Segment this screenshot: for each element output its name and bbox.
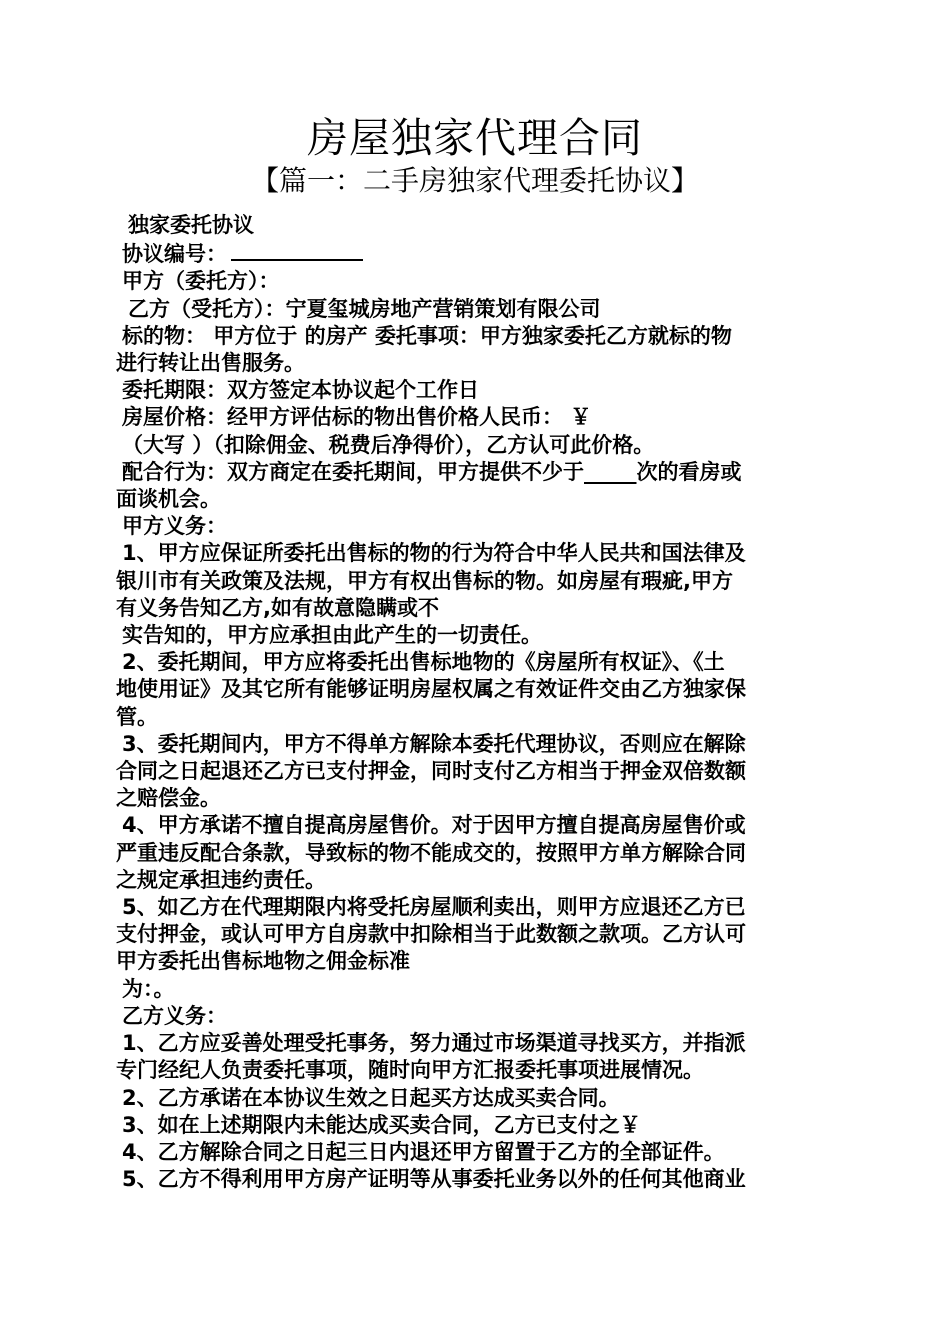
agreement-number-label: 协议编号：: [122, 242, 227, 267]
text-line: 2、委托期间，甲方应将委托出售标地物的《房屋所有权证》、《土: [122, 650, 725, 675]
text-line: 4、甲方承诺不擅自提高房屋售价。对于因甲方擅自提高房屋售价或: [122, 813, 746, 838]
text-line: 2、乙方承诺在本协议生效之日起买方达成买卖合同。: [122, 1085, 620, 1110]
document-subtitle: 【篇一：二手房独家代理委托协议】: [250, 164, 699, 197]
text-line: 之规定承担违约责任。: [116, 867, 326, 892]
text-line: 4、乙方解除合同之日起三日内退还甲方留置于乙方的全部证件。: [122, 1139, 725, 1164]
text-line: 合同之日起退还乙方已支付押金，同时支付乙方相当于押金双倍数额: [116, 759, 746, 784]
agreement-number-row: [116, 239, 836, 268]
text-line: 3、如在上述期限内未能达成买卖合同，乙方已支付之￥: [122, 1112, 641, 1137]
text-line: 进行转让出售服务。: [116, 351, 305, 376]
text-line: （大写 ）（扣除佣金、税费后净得价），乙方认可此价格。: [122, 432, 655, 457]
text-line: 有义务告知乙方,如有故意隐瞒或不: [116, 595, 439, 620]
text-line: 银川市有关政策及法规，甲方有权出售标的物。如房屋有瑕疵,甲方: [116, 568, 733, 593]
document-title: 房屋独家代理合同: [307, 114, 643, 162]
text-line: 为：。: [122, 976, 175, 1001]
text-line: 5、乙方不得利用甲方房产证明等从事委托业务以外的任何其他商业: [122, 1167, 746, 1192]
text-line: 标的物： 甲方位于 的房产 委托事项：甲方独家委托乙方就标的物: [122, 323, 732, 348]
text-line: 1、乙方应妥善处理受托事务，努力通过市场渠道寻找买方，并指派: [122, 1031, 746, 1056]
text-line: 管。: [116, 704, 158, 729]
document-body: [116, 212, 836, 1193]
section-heading: 乙方义务：: [122, 1003, 227, 1028]
text-line: 面谈机会。: [116, 487, 221, 512]
text-line: 3、委托期间内，甲方不得单方解除本委托代理协议，否则应在解除: [122, 731, 746, 756]
text-line: 配合行为：双方商定在委托期间，甲方提供不少于_____次的看房或: [122, 459, 742, 484]
text-line: 地使用证》及其它所有能够证明房屋权属之有效证件交由乙方独家保: [116, 677, 746, 702]
text-line: 甲方委托出售标地物之佣金标准: [116, 949, 410, 974]
section-heading: 独家委托协议: [128, 213, 254, 237]
text-line: 之赔偿金。: [116, 786, 221, 811]
party-b-line: 乙方（受托方）：宁夏玺城房地产营销策划有限公司: [128, 296, 601, 321]
text-line: 委托期限：双方签定本协议起个工作日: [122, 378, 479, 403]
text-line: 1、甲方应保证所委托出售标的物的行为符合中华人民共和国法律及: [122, 541, 746, 566]
text-line: 房屋价格：经甲方评估标的物出售价格人民币： ￥: [122, 405, 592, 430]
text-line: 实告知的，甲方应承担由此产生的一切责任。: [122, 623, 542, 648]
text-line: 严重违反配合条款，导致标的物不能成交的，按照甲方单方解除合同: [116, 840, 746, 865]
text-line: 支付押金，或认可甲方自房款中扣除相当于此数额之款项。乙方认可: [116, 922, 746, 947]
section-heading: 甲方义务：: [122, 514, 227, 539]
party-a-line: 甲方（委托方）：: [122, 269, 280, 294]
text-line: 专门经纪人负责委托事项，随时向甲方汇报委托事项进展情况。: [116, 1058, 704, 1083]
agreement-number-blank: [231, 239, 363, 261]
text-line: 5、如乙方在代理期限内将受托房屋顺利卖出，则甲方应退还乙方已: [122, 895, 746, 920]
